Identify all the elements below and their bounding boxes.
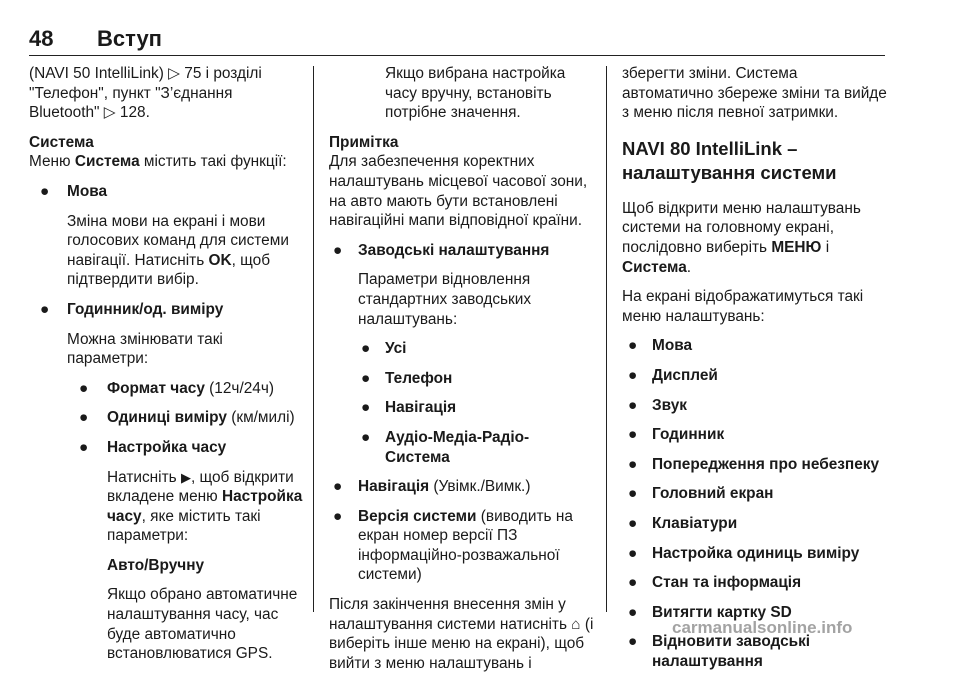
bullet-icon: ● [628,485,638,503]
column-3 [622,64,890,671]
list-item-factory-navigation: ● Навігація [361,399,457,417]
list-item-factory-all: ● Усі [361,340,407,358]
menu-description: Меню Система містить такі функції: [29,153,287,171]
list-item-menu-restore: ● Відновити заводські налаштування [628,633,811,670]
list-item-menu-sound: ● Звук [628,396,687,414]
clock-description: Можна змінювати такі параметри: [67,330,223,368]
section-heading-navi80: NAVI 80 IntelliLink – налаштування системи [622,137,837,183]
list-item-clock: ● Годинник/од. виміру [40,300,224,318]
page-title: Вступ [97,26,162,51]
list-item-time-format: ● Формат часу (12ч/24ч) [79,379,274,397]
intro-paragraph: (NAVI 50 IntelliLink) ▷ 75 і розділі "Телефон", пункт "З’єднання Bluetooth" ▷ 128. [29,65,262,122]
factory-description: Параметри відновлення стандартних заводських налаштувань: [358,271,532,328]
list-item-language: ● Мова [40,182,108,200]
home-icon: ⌂ [571,615,581,633]
list-item-menu-clock: ● Годинник [628,426,725,444]
column-divider-2 [606,66,607,612]
section-heading-system: Система [29,133,94,151]
note-title: Примітка [329,133,399,151]
bullet-icon: ● [628,337,638,355]
list-item-menu-language: ● Мова [628,337,693,355]
column-2 [329,64,599,673]
time-setting-description: Натисніть ▶, щоб відкрити вкладене меню Настройка часу, яке містить такі параметри: [107,468,303,545]
list-item-menu-status: ● Стан та інформація [628,574,802,592]
list-item-factory-audio: ● Аудіо-Медіа-Радіо-Система [361,428,530,466]
bullet-icon: ● [333,478,343,496]
bullet-icon: ● [333,241,343,259]
bullet-icon: ● [40,300,50,318]
bullet-icon: ● [628,633,638,651]
list-item-factory-phone: ● Телефон [361,369,453,387]
bullet-icon: ● [79,379,89,397]
list-item-factory: ● Заводські налаштування [333,241,550,259]
bullet-icon: ● [628,544,638,562]
auto-description: Якщо обрано автоматичне налаштування часу, час буде автоматично встановлюватися GPS. [107,586,298,663]
page-number: 48 [29,26,54,51]
bullet-icon: ● [628,366,638,384]
list-item-version: ● Версія системи (виводить на екран номер версії ПЗ інформаційно-розважальної системи) [333,507,573,584]
column-1 [29,64,305,664]
bullet-icon: ● [628,455,638,473]
arrow-ref-icon: ▷ [103,104,116,122]
after-paragraph: Після закінчення внесення змін у налаштування системи натисніть ⌂ (і виберіть інше меню на екрані), щоб вийти з меню налаштувань і [329,596,594,672]
display-paragraph: На екрані відображатимуться такі меню налаштувань: [622,288,864,325]
bullet-icon: ● [628,426,638,444]
bullet-icon: ● [79,438,89,456]
bullet-icon: ● [361,340,371,358]
bullet-icon: ● [361,369,371,387]
watermark: carmanualsonline.info [672,618,853,637]
list-item-menu-units: ● Настройка одиниць виміру [628,544,860,562]
list-item-menu-warnings: ● Попередження про небезпеку [628,455,880,473]
list-item-menu-home-screen: ● Головний екран [628,485,774,503]
note-text: Для забезпечення коректних налаштувань місцевої часової зони, на авто мають бути встановлені навігаційні мапи відповідної країни. [329,153,588,230]
manual-description: Якщо вибрана настройка часу вручну, встановіть потрібне значення. [385,65,566,122]
bullet-icon: ● [79,409,89,427]
auto-manual-label: Авто/Вручну [107,556,205,574]
bullet-icon: ● [628,574,638,592]
header-rule [29,55,885,56]
list-item-time-setting: ● Настройка часу [79,438,227,456]
open-settings-paragraph: Щоб відкрити меню налаштувань системи на головному екрані, послідовно виберіть МЕНЮ і Система. [622,199,861,276]
language-description: Зміна мови на екрані і мови голосових команд для системи навігації. Натисніть OK, щоб підтвердити вибір. [67,212,289,289]
list-item-navigation: ● Навігація (Увімк./Вимк.) [333,478,531,496]
bullet-icon: ● [361,399,371,417]
bullet-icon: ● [628,514,638,532]
bullet-icon: ● [361,428,371,446]
arrow-ref-icon: ▷ [168,65,180,82]
bullet-icon: ● [333,507,343,525]
list-item-menu-keyboards: ● Клавіатури [628,514,738,532]
column-divider-1 [313,66,314,612]
list-item-menu-display: ● Дисплей [628,366,718,384]
bullet-icon: ● [628,396,638,414]
bullet-icon: ● [628,603,638,621]
list-item-units: ● Одиниці виміру (км/милі) [79,409,295,427]
bullet-icon: ● [40,182,50,200]
play-triangle-icon: ▶ [180,469,191,485]
list-item-menu-sd-card: ● Витягти картку SD [628,603,792,621]
continue-paragraph: зберегти зміни. Система автоматично збереже зміни та вийде з меню після певної затримки. [622,65,887,122]
